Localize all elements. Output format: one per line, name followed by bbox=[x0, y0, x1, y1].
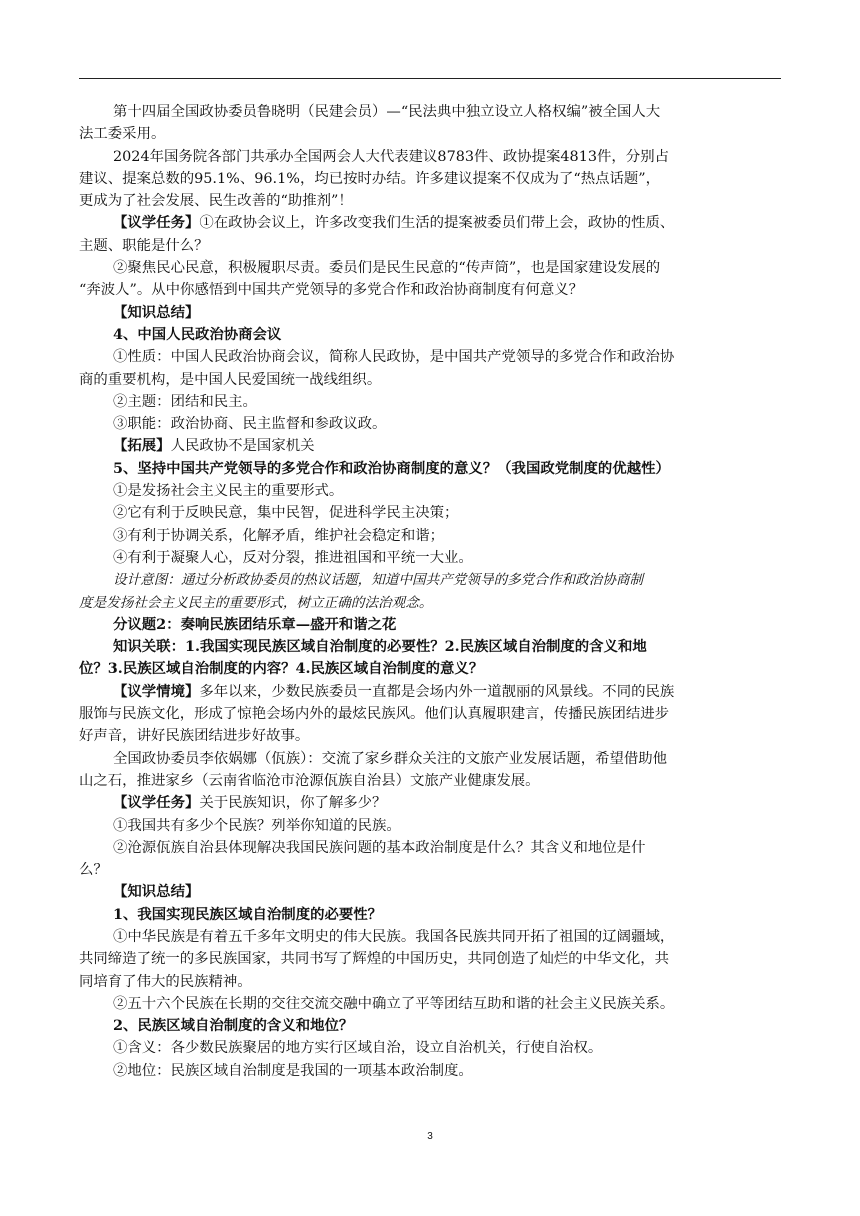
text-line: 法工委采用。 bbox=[79, 126, 166, 143]
text-line: ①性质：中国人民政治协商会议，简称人民政协，是中国共产党领导的多党合作和政治协 bbox=[113, 349, 675, 366]
text-line: 服饰与民族文化，形成了惊艳会场内外的最炫民族风。他们认真履职建言，传播民族团结进步 bbox=[79, 706, 670, 723]
text-line: ①我国共有多少个民族？列举你知道的民族。 bbox=[113, 817, 401, 834]
text-line: 1、我国实现民族区域自治制度的必要性？ bbox=[113, 905, 383, 923]
text-line: 2024年国务院各部门共承办全国两会人大代表建议8783件、政协提案4813件，分别占 bbox=[113, 148, 669, 165]
text-line: 【知识总结】 bbox=[113, 883, 200, 901]
text-line: 么？ bbox=[79, 862, 108, 879]
bracket-heading: 【拓展】 bbox=[113, 437, 171, 455]
text-line: 共同缔造了统一的多民族国家，共同书写了辉煌的中国历史，共同创造了灿烂的中华文化，共 bbox=[79, 951, 670, 968]
text-line: ②沧源佤族自治县体现解决我国民族问题的基本政治制度是什么？其含义和地位是什 bbox=[113, 839, 646, 856]
text-line: “奔波人”。从中你感悟到中国共产党领导的多党合作和政治协商制度有何意义？ bbox=[79, 282, 583, 299]
text-line: 设计意图：通过分析政协委员的热议话题，知道中国共产党领导的多党合作和政治协商制 bbox=[113, 572, 644, 589]
text-line: 全国政协委员李依娲娜（佤族）：交流了家乡群众关注的文旅产业发展话题，希望借助他 bbox=[113, 750, 668, 767]
text-line: 【拓展】人民政协不是国家机关 bbox=[113, 437, 315, 455]
text-line: ②五十六个民族在长期的交往交流交融中确立了平等团结互助和谐的社会主义民族关系。 bbox=[113, 995, 675, 1012]
page-number: 3 bbox=[427, 1131, 433, 1142]
text-line: ③有利于协调关系，化解矛盾，维护社会稳定和谐； bbox=[113, 527, 444, 544]
text-line: 好声音，讲好民族团结进步好故事。 bbox=[79, 728, 310, 745]
text-line: ①是发扬社会主义民主的重要形式。 bbox=[113, 483, 344, 500]
text-line: ②主题：团结和民主。 bbox=[113, 393, 257, 410]
text-line: 4、中国人民政治协商会议 bbox=[113, 325, 282, 343]
text-line: 5、坚持中国共产党领导的多党合作和政治协商制度的意义？（我国政党制度的优越性） bbox=[113, 459, 670, 477]
document-body bbox=[79, 101, 781, 1082]
text-line: 第十四届全国政协委员鲁晓明（民建会员）—“民法典中独立设立人格权编”被全国人大 bbox=[113, 104, 661, 120]
header-rule bbox=[79, 78, 781, 79]
text-line: ②地位：民族区域自治制度是我国的一项基本政治制度。 bbox=[113, 1062, 473, 1079]
text-line: 更成为了社会发展、民生改善的“助推剂”！ bbox=[79, 193, 353, 210]
text-line: ③职能：政治协商、民主监督和参政议政。 bbox=[113, 416, 387, 433]
bracket-heading: 【议学任务】 bbox=[113, 794, 200, 812]
text-line: ④有利于凝聚人心，反对分裂，推进祖国和平统一大业。 bbox=[113, 549, 473, 566]
text-line: 【知识总结】 bbox=[113, 303, 200, 321]
text-line: 【议学任务】①在政协会议上，许多改变我们生活的提案被委员们带上会，政协的性质、 bbox=[113, 214, 675, 232]
text-line: ①中华民族是有着五千多年文明史的伟大民族。我国各民族共同开拓了祖国的辽阔疆域， bbox=[113, 928, 675, 945]
text-line: 商的重要机构，是中国人民爱国统一战线组织。 bbox=[79, 371, 382, 388]
text-line: 同培育了伟大的民族精神。 bbox=[79, 973, 252, 990]
text-line: 度是发扬社会主义民主的重要形式，树立正确的法治观念。 bbox=[79, 594, 433, 611]
text-line: ②它有利于反映民意，集中民智，促进科学民主决策； bbox=[113, 505, 459, 522]
text-line: 建议、提案总数的95.1%、96.1%，均已按时办结。许多建议提案不仅成为了“热点话题”， bbox=[79, 170, 661, 187]
text-line: ②聚焦民心民意，积极履职尽责。委员们是民生民意的“传声筒”，也是国家建设发展的 bbox=[113, 260, 661, 277]
bracket-heading: 【议学任务】 bbox=[113, 214, 200, 232]
text-line: 【议学任务】关于民族知识，你了解多少？ bbox=[113, 794, 387, 812]
text-line: 2、民族区域自治制度的含义和地位？ bbox=[113, 1017, 354, 1035]
text-line: 分议题2：奏响民族团结乐章—盛开和谐之花 bbox=[113, 615, 397, 633]
text-line: 【议学情境】多年以来，少数民族委员一直都是会场内外一道靓丽的风景线。不同的民族 bbox=[113, 682, 675, 700]
text-line: ①含义：各少数民族聚居的地方实行区域自治，设立自治机关，行使自治权。 bbox=[113, 1040, 603, 1057]
text-line: 主题、职能是什么？ bbox=[79, 237, 209, 254]
bracket-heading: 【议学情境】 bbox=[113, 682, 200, 700]
text-line: 知识关联：1.我国实现民族区域自治制度的必要性？2.民族区域自治制度的含义和地 bbox=[113, 638, 647, 656]
text-line: 山之石，推进家乡（云南省临沧市沧源佤族自治县）文旅产业健康发展。 bbox=[79, 772, 540, 789]
text-line: 位？3.民族区域自治制度的内容？4.民族区域自治制度的意义？ bbox=[79, 660, 484, 678]
